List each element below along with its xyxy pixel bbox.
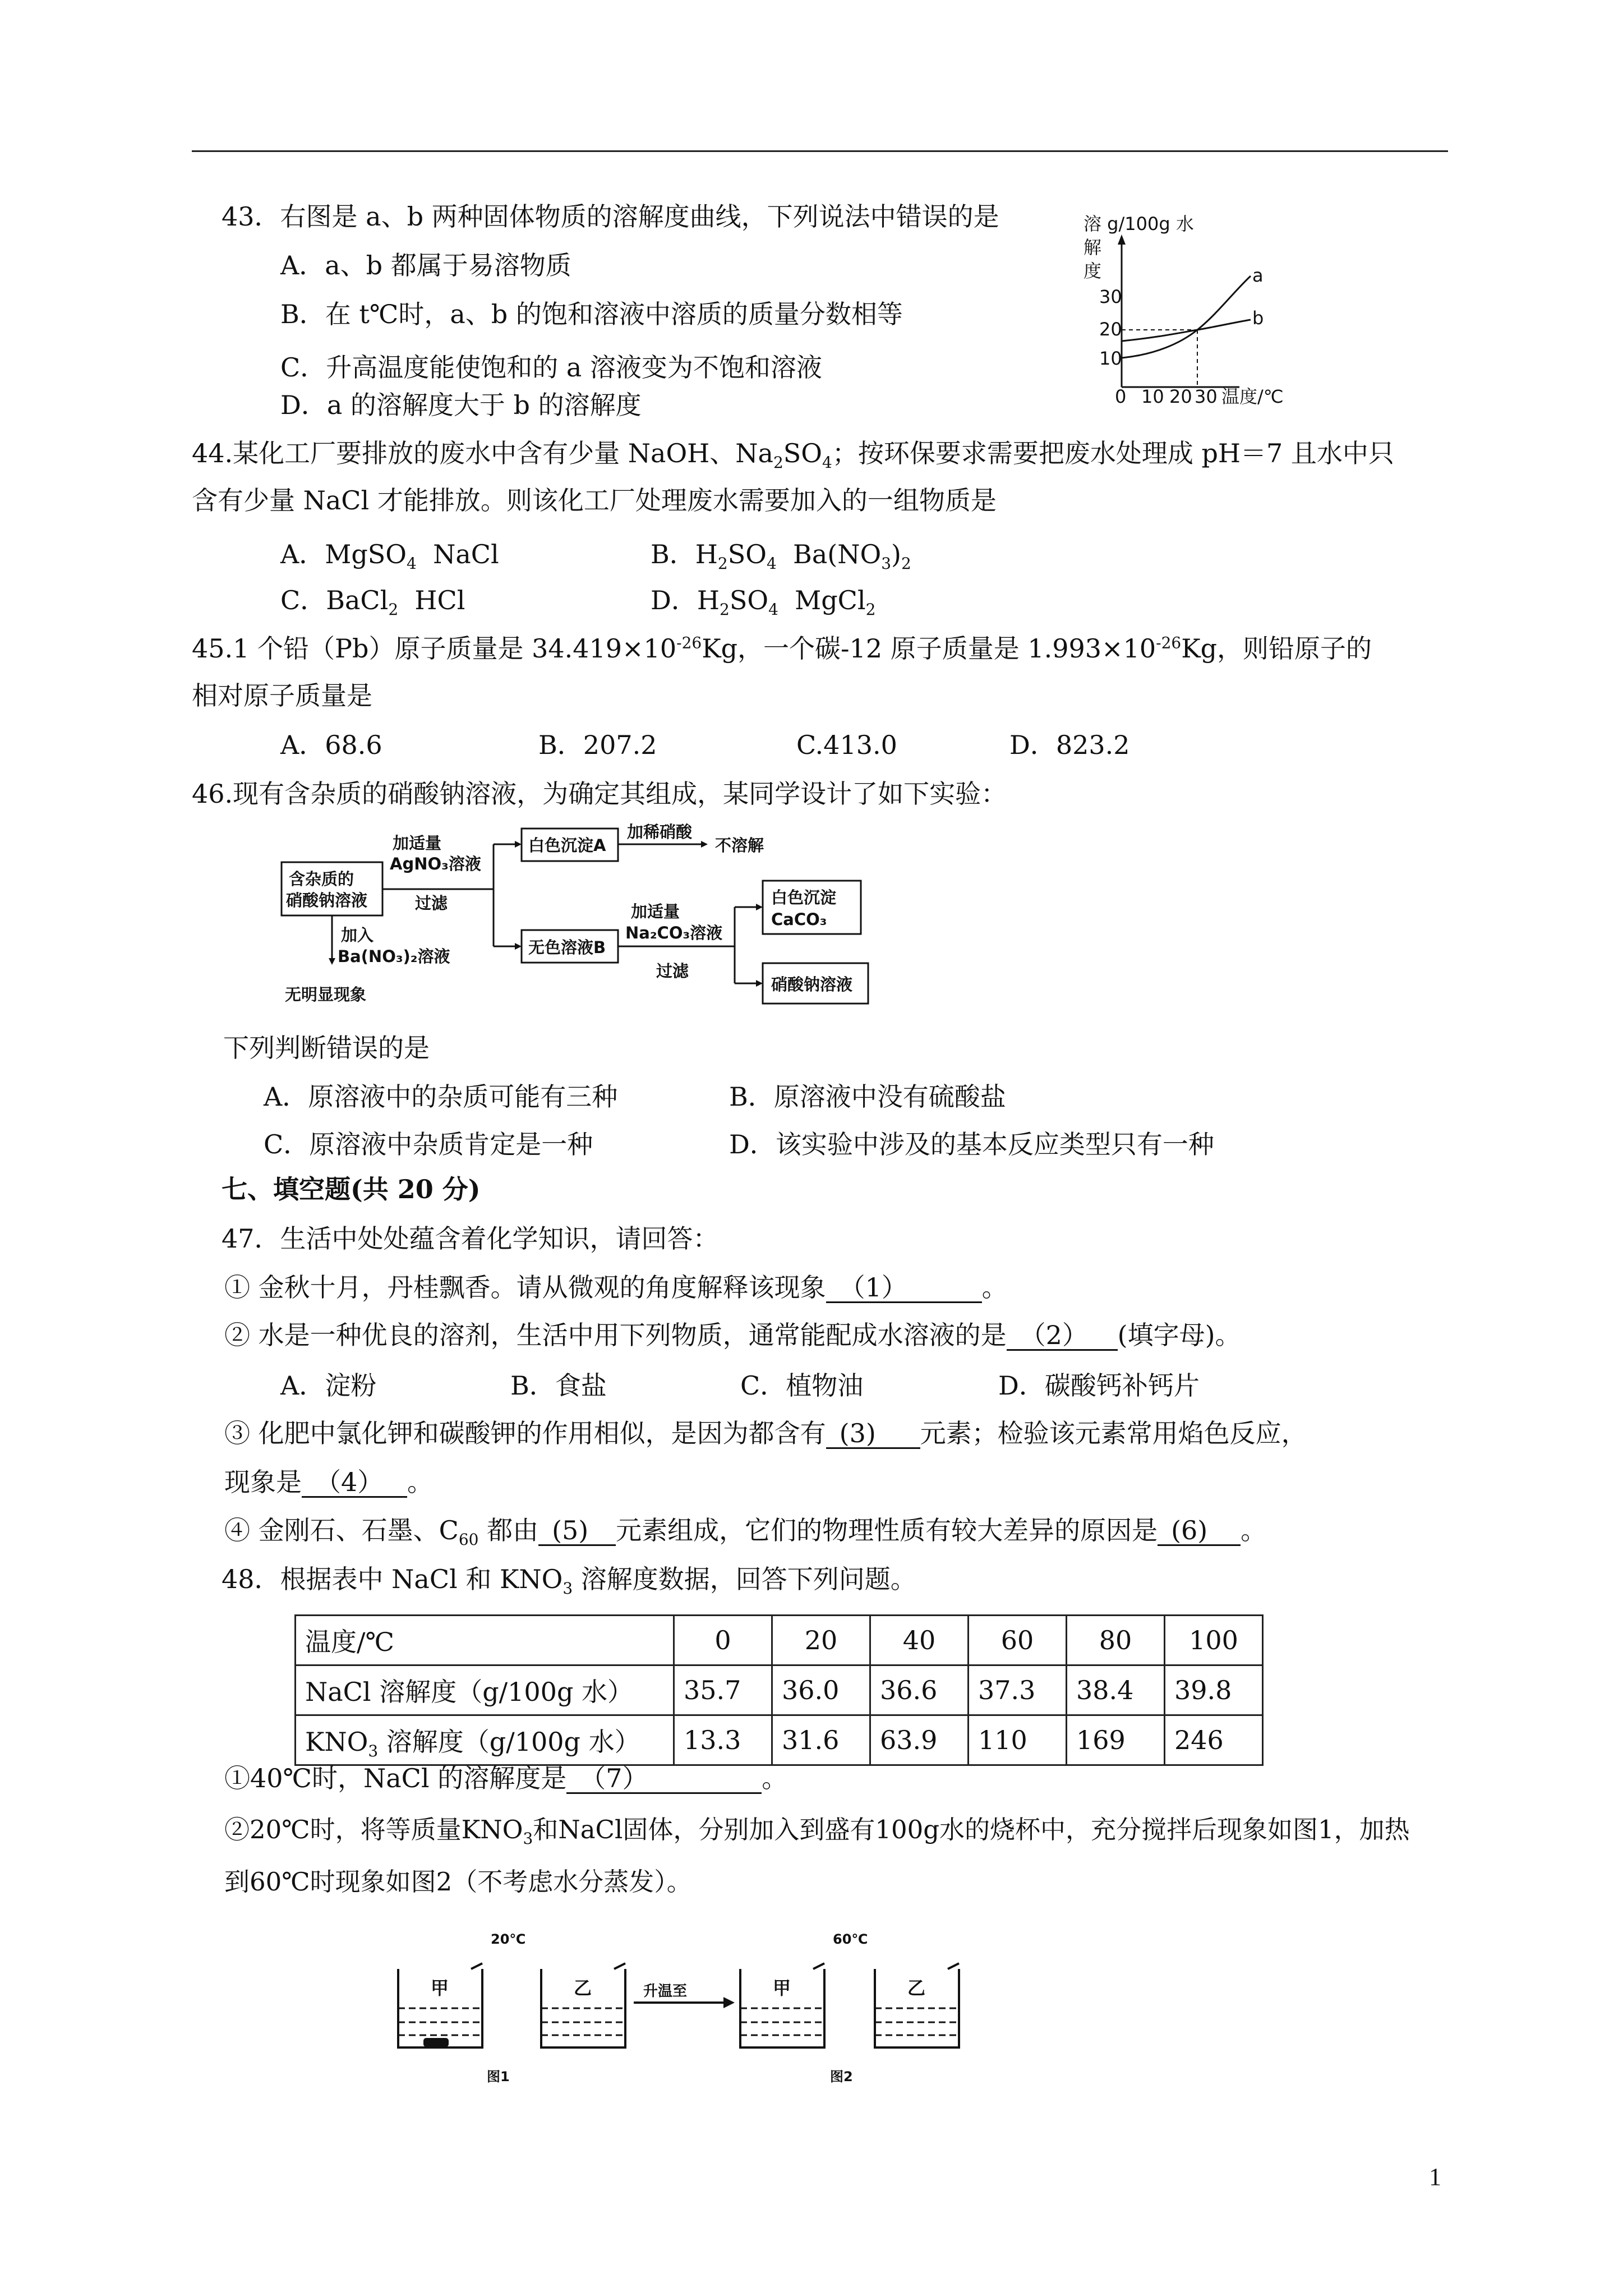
q44-stem-line1: 44.某化工厂要排放的废水中含有少量 NaOH、$Na_2SO_4$；按环保要求需要把废水处理成 pH＝7 且水中只 bbox=[192, 438, 1394, 472]
flow-step2-c: 过滤 bbox=[656, 961, 689, 981]
table-header-cell: 0 bbox=[674, 1616, 772, 1665]
beaker-yi-60 bbox=[875, 1963, 959, 2047]
q48-item2-line1: ②20℃时，将等质量$KNO_3$和NaCl固体，分别加入到盛有100g水的烧杯中，充分搅拌后现象如图1，加热 bbox=[224, 1815, 1410, 1848]
section-heading: 七、填空题(共 20 分) bbox=[222, 1174, 481, 1204]
table-header-cell: 80 bbox=[1067, 1616, 1165, 1665]
graph-ytick-20: 20 bbox=[1099, 319, 1122, 340]
q46-option-b: B．原溶液中没有硫酸盐 bbox=[729, 1082, 1006, 1112]
q47-item3: ③ 化肥中氯化钾和碳酸钾的作用相似，是因为都含有 (3) 元素；检验该元素常用焰色反应， bbox=[224, 1418, 1307, 1448]
table-row bbox=[296, 1715, 1263, 1765]
q46-option-d: D．该实验中涉及的基本反应类型只有一种 bbox=[729, 1129, 1214, 1159]
q48-stem: 48．根据表中 NaCl 和 $KNO_3$ 溶解度数据，回答下列问题。 bbox=[222, 1564, 916, 1598]
graph-xtick-0: 0 bbox=[1115, 386, 1127, 407]
arrow-label: 升温至 bbox=[643, 1983, 688, 2000]
graph-ytick-10: 10 bbox=[1099, 348, 1122, 369]
solubility-curve-graph bbox=[1082, 208, 1329, 421]
q44-option-a: A．MgSO$_4$ NaCl bbox=[280, 539, 499, 573]
beaker-label-jia: 甲 bbox=[431, 1977, 449, 1999]
q47-option-d: D．碳酸钙补钙片 bbox=[998, 1370, 1200, 1401]
q48-item2-line2: 到60℃时现象如图2（不考虑水分蒸发）。 bbox=[224, 1867, 692, 1897]
blank-2[interactable]: （2） bbox=[1007, 1321, 1118, 1351]
q46-prompt: 下列判断错误的是 bbox=[223, 1033, 430, 1063]
flow-caco3-line1: 白色沉淀 bbox=[771, 888, 837, 907]
curve-a bbox=[1122, 276, 1251, 358]
graph-xtick-10: 10 bbox=[1141, 386, 1164, 407]
blank-1[interactable]: （1） bbox=[826, 1273, 982, 1303]
table-cell: 36.6 bbox=[870, 1665, 969, 1715]
beaker-jia-60 bbox=[740, 1963, 824, 2047]
q46-stem: 46.现有含杂质的硝酸钠溶液，为确定其组成，某同学设计了如下实验： bbox=[192, 779, 1007, 809]
curve-a-label: a bbox=[1252, 265, 1264, 286]
table-cell: 246 bbox=[1165, 1715, 1263, 1765]
fig-temp-20: 20℃ bbox=[491, 1931, 526, 1947]
q44-option-c: C．BaCl$_2$ HCl bbox=[280, 585, 465, 619]
blank-6[interactable]: (6) bbox=[1158, 1516, 1241, 1546]
beaker-jia-20 bbox=[398, 1963, 482, 2047]
beaker-label-yi-2: 乙 bbox=[907, 1977, 926, 1999]
flow-step2-a: 加适量 bbox=[631, 902, 680, 921]
beaker-figure bbox=[387, 1924, 987, 2092]
flow-precipitate-a: 白色沉淀A bbox=[528, 836, 606, 855]
table-row-label-nacl: NaCl 溶解度（g/100g 水） bbox=[296, 1665, 674, 1715]
q44-option-d: D．$H_2SO_4$ MgCl$_2$ bbox=[651, 585, 876, 619]
flow-step1-a: 加适量 bbox=[393, 834, 442, 853]
q43-option-b: B．在 t℃时，a、b 的饱和溶液中溶质的质量分数相等 bbox=[280, 299, 903, 329]
q47-option-b: B．食盐 bbox=[510, 1370, 607, 1401]
q47-item2: ② 水是一种优良的溶剂，生活中用下列物质，通常能配成水溶液的是 （2） (填字母)。 bbox=[224, 1320, 1241, 1350]
flow-caco3-line2: CaCO₃ bbox=[771, 910, 827, 929]
flow-no-change: 无明显现象 bbox=[285, 985, 367, 1004]
flow-step2-b: Na₂CO₃溶液 bbox=[625, 923, 723, 942]
flow-down-b: Ba(NO₃)₂溶液 bbox=[338, 947, 450, 966]
table-header-cell: 100 bbox=[1165, 1616, 1263, 1665]
table-row bbox=[296, 1665, 1263, 1715]
q45-option-d: D．823.2 bbox=[1009, 730, 1130, 760]
table-header-cell: 20 bbox=[772, 1616, 870, 1665]
q43-option-d: D．a 的溶解度大于 b 的溶解度 bbox=[280, 390, 642, 420]
q45-stem-line1: 45.1 个铅（Pb）原子质量是 $34.419\times 10^{-26}Kg$，一个碳-12 原子质量是 $1.993\times 10^{-26}Kg$，则铅原子的 bbox=[192, 633, 1372, 664]
q44-option-b: B．$H_2SO_4$ $Ba(NO_3)_2$ bbox=[651, 539, 911, 573]
graph-y-arrow bbox=[1118, 234, 1126, 245]
graph-xlabel: 温度/℃ bbox=[1221, 386, 1284, 407]
graph-xtick-20: 20 bbox=[1169, 386, 1192, 407]
graph-ytick-30: 30 bbox=[1099, 286, 1122, 307]
table-header-cell: 60 bbox=[969, 1616, 1067, 1665]
flow-final: 硝酸钠溶液 bbox=[771, 975, 853, 994]
table-cell: 110 bbox=[969, 1715, 1067, 1765]
table-row-label-kno3: $KNO_3$ 溶解度（g/100g 水） bbox=[296, 1715, 674, 1765]
table-cell: 35.7 bbox=[674, 1665, 772, 1715]
curve-b-label: b bbox=[1252, 307, 1264, 329]
table-header-cell: 40 bbox=[870, 1616, 969, 1665]
fig-label-1: 图1 bbox=[487, 2069, 510, 2085]
solubility-table bbox=[294, 1614, 1264, 1766]
beaker-label-jia-2: 甲 bbox=[773, 1977, 791, 1999]
fig-temp-60: 60℃ bbox=[833, 1931, 868, 1947]
q46-option-c: C．原溶液中杂质肯定是一种 bbox=[264, 1129, 593, 1159]
q47-option-c: C．植物油 bbox=[740, 1370, 864, 1401]
q45-option-a: A．68.6 bbox=[280, 730, 382, 760]
graph-ylabel-3: 度 bbox=[1083, 260, 1102, 282]
table-cell: 13.3 bbox=[674, 1715, 772, 1765]
table-cell: 63.9 bbox=[870, 1715, 969, 1765]
beaker-label-yi: 乙 bbox=[574, 1977, 592, 1999]
q43-option-a: A．a、b 都属于易溶物质 bbox=[280, 250, 571, 280]
table-cell: 39.8 bbox=[1165, 1665, 1263, 1715]
table-row bbox=[296, 1616, 1263, 1665]
graph-ylabel-2: 解 bbox=[1083, 237, 1102, 258]
q47-stem: 47．生活中处处蕴含着化学知识，请回答： bbox=[222, 1223, 719, 1254]
header-rule bbox=[192, 150, 1448, 152]
table-header-temp: 温度/℃ bbox=[296, 1616, 674, 1665]
q48-item1: ①40℃时，NaCl 的溶解度是 （7） 。 bbox=[224, 1763, 788, 1793]
q47-item4: ④ 金刚石、石墨、$C_{60}$ 都由 (5) 元素组成，它们的物理性质有较大差异的原因是 (6) 。 bbox=[224, 1515, 1267, 1549]
flow-step1-c: 过滤 bbox=[415, 894, 448, 913]
q47-item3-cont: 现象是 （4） 。 bbox=[224, 1467, 433, 1497]
blank-3[interactable]: (3) bbox=[826, 1419, 920, 1449]
table-cell: 38.4 bbox=[1067, 1665, 1165, 1715]
table-cell: 31.6 bbox=[772, 1715, 870, 1765]
flow-acid: 加稀硝酸 bbox=[627, 822, 693, 841]
blank-4[interactable]: （4） bbox=[302, 1468, 407, 1498]
q45-option-c: C.413.0 bbox=[796, 730, 897, 760]
beaker-yi-20 bbox=[541, 1963, 625, 2047]
q43-stem: 43．右图是 a、b 两种固体物质的溶解度曲线，下列说法中错误的是 bbox=[222, 201, 999, 232]
flow-insoluble: 不溶解 bbox=[715, 836, 764, 855]
flow-solution-b: 无色溶液B bbox=[528, 938, 606, 957]
q47-item1: ① 金秋十月，丹桂飘香。请从微观的角度解释该现象 （1） 。 bbox=[224, 1272, 1008, 1303]
q47-option-a: A．淀粉 bbox=[280, 1370, 377, 1401]
q43-option-c: C．升高温度能使饱和的 a 溶液变为不饱和溶液 bbox=[280, 352, 822, 383]
table-cell: 169 bbox=[1067, 1715, 1165, 1765]
q45-option-b: B．207.2 bbox=[538, 730, 657, 760]
q45-stem-line2: 相对原子质量是 bbox=[192, 680, 372, 711]
experiment-flowchart bbox=[275, 816, 886, 1018]
flow-step1-b: AgNO₃溶液 bbox=[390, 854, 481, 873]
q46-option-a: A．原溶液中的杂质可能有三种 bbox=[264, 1082, 618, 1112]
undissolved-solid bbox=[423, 2038, 449, 2047]
flow-down-a: 加入 bbox=[341, 926, 374, 945]
blank-5[interactable]: (5) bbox=[538, 1516, 616, 1546]
q44-stem-line2: 含有少量 NaCl 才能排放。则该化工厂处理废水需要加入的一组物质是 bbox=[192, 485, 997, 516]
fig-label-2: 图2 bbox=[830, 2069, 853, 2085]
flow-start-line2: 硝酸钠溶液 bbox=[286, 891, 368, 910]
graph-xtick-30: 30 bbox=[1195, 386, 1218, 407]
table-cell: 36.0 bbox=[772, 1665, 870, 1715]
graph-ylabel-top: 溶 g/100g 水 bbox=[1083, 213, 1194, 234]
blank-7[interactable]: （7） bbox=[566, 1764, 762, 1794]
table-cell: 37.3 bbox=[969, 1665, 1067, 1715]
flow-start-line1: 含杂质的 bbox=[289, 869, 354, 889]
page-number: 1 bbox=[1429, 2163, 1441, 2191]
